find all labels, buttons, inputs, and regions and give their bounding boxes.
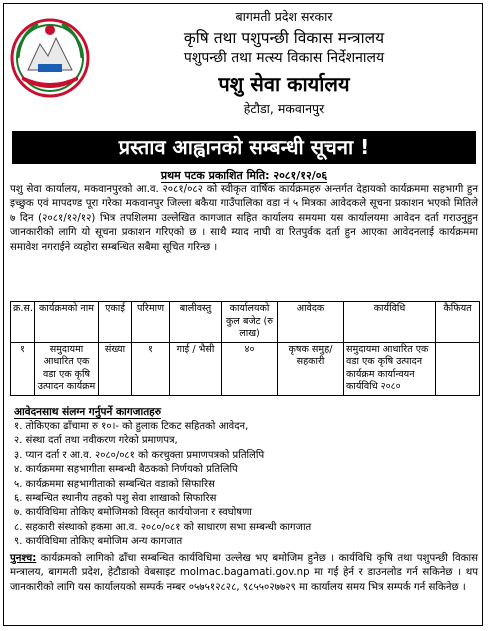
directorate-name: पशुपन्छी तथा मत्स्य विकास निर्देशनालय <box>183 50 385 66</box>
table-cell: समुदायमा आधारित एक वडा एक कृषि उत्पादन कार्यक्रम कार्यान्वयन कार्यविधि २०८० <box>344 342 436 395</box>
list-item: ४. कार्यक्रममा सहभागीता सम्बन्धी बैठकको निर्णयको प्रतिलिपि <box>14 464 238 476</box>
list-item: ५. कार्यक्रममा सहभागीताको सम्बन्धित वडाको सिफारिस <box>14 478 215 490</box>
col-header: एकाई <box>99 302 132 343</box>
list-item: ७. कार्यविधिमा तोकिए बमोजिमको विस्तृत कार्ययोजना र स्वघोषणा <box>14 507 252 519</box>
col-header: कार्यविधि <box>344 302 436 343</box>
col-header: कार्यक्रमको नाम <box>35 302 99 343</box>
table-cell: १ <box>132 342 170 395</box>
list-item: १. तोकिएका ढाँचामा रु १०।- को हुलाक टिकट सहितको आवेदन, <box>14 421 249 432</box>
col-header: कार्यालयको कुल बजेट (रु लाख) <box>222 302 278 343</box>
table-cell: संख्या <box>99 342 132 395</box>
postscript-note <box>10 552 478 595</box>
list-item: ८. सहकारी संस्थाको हकमा आ.व. २०८०/०८१ को साधारण सभा सम्बन्धी कागजात <box>14 521 312 533</box>
col-header: क्र.स. <box>11 302 35 343</box>
program-table <box>10 301 480 396</box>
table-row <box>11 342 480 395</box>
documents-heading: आवेदनसाथ संलग्न गर्नुपर्ने कागजातहरु <box>14 406 162 418</box>
col-header: आवेदक <box>278 302 344 343</box>
list-item: २. संस्था दर्ता तथा नवीकरण गरेको प्रमाणपत्र, <box>14 435 178 447</box>
intro-paragraph: पशु सेवा कार्यालय, मकवानपुरको आ.व. २०८१/०८२ को स्वीकृत वार्षिक कार्यक्रमहरु अन्तर्गत देहायको कार्यक्रममा सहभागी हुन इच्छुक एवं मापदण्ड पूरा गरेका मकवानपुर जिल्ला बकैया गाउँपालिका वडा नं ५ मित्रका आवेदकले सूचना प्रकाशन भएको मितिले ७ दिन (२०८१/१२/१२) भित्र तपशिलमा उल्लेखित कागजात सहित कार्यालय समयमा यस कार्यालयमा आवेदन दर्ता गराउनुहुन जानकारीको लागि यो सूचना प्रकाशन गरिएको छ । साथै म्याद नाघी वा रितपुर्वक दर्ता हुन आएका आवेदनलाई कार्यक्रममा समावेश नगराईने व्यहोरा सम्बन्धित सबैमा सूचित गरिन्छ । <box>10 184 478 253</box>
published-date: प्रथम पटक प्रकाशित मिति: २०८१/१२/०६ <box>160 169 328 182</box>
table-cell <box>436 342 480 395</box>
table-cell: कृषक समुह/ सहकारी <box>278 342 344 395</box>
office-name: पशु सेवा कार्यालय <box>218 72 350 96</box>
table-cell: समुदायमा आधारित एक वडा एक कृषि उत्पादन कार्यक्रम <box>35 342 99 395</box>
col-header: परिमाण <box>132 302 170 343</box>
note-text: कार्यक्रमको लागिको ढाँचा सम्बन्धित कार्यविधिमा उल्लेख भए बमोजिम हुनेछ । कार्यविधि कृषि तथा पशुपन्छी विकास मन्त्रालय, बागमती प्रदेश, हेटौडाको वेबसाइट molmac.bagamati.gov.np मा गई हेर्न र डाउनलोड गर्न सकिनेछ । थप जानकारीको लागि यस कार्यालयको सम्पर्क नम्बर ०५७५१२८२८, ९८५५०२७७२९ मा कार्यालय समय भित्र सम्पर्क गर्न सकिनेछ । <box>10 553 478 593</box>
ministry-name: कृषि तथा पशुपन्छी विकास मन्त्रालय <box>183 29 385 47</box>
documents-list <box>14 420 474 550</box>
list-item: ९. कार्यविधिमा तोकिए बमोजिम अन्य कागजात <box>14 536 183 548</box>
table-cell: गाई / भैसी <box>170 342 222 395</box>
list-item: ६. सम्बन्धित स्थानीय तहको पशु सेवा शाखाको सिफारिस <box>14 493 217 505</box>
col-header: कैफियत <box>436 302 480 343</box>
table-cell: १ <box>11 342 35 395</box>
notice-title: प्रस्ताव आह्वानको सम्बन्धी सूचना ! <box>12 131 476 164</box>
government-emblem-icon <box>8 14 92 98</box>
col-header: बालीवस्तु <box>170 302 222 343</box>
table-header-row <box>11 302 480 343</box>
government-name: बागमती प्रदेश सरकार <box>235 9 333 24</box>
table-cell: ४० <box>222 342 278 395</box>
note-label: पुनश्च: <box>10 553 37 564</box>
office-address: हेटौडा, मकवानपुर <box>243 101 325 116</box>
list-item: ३. प्यान दर्ता र आ.व. २०८०/०८१ को करचुक्ता प्रमाणपत्रको प्रतिलिपि <box>14 449 265 461</box>
